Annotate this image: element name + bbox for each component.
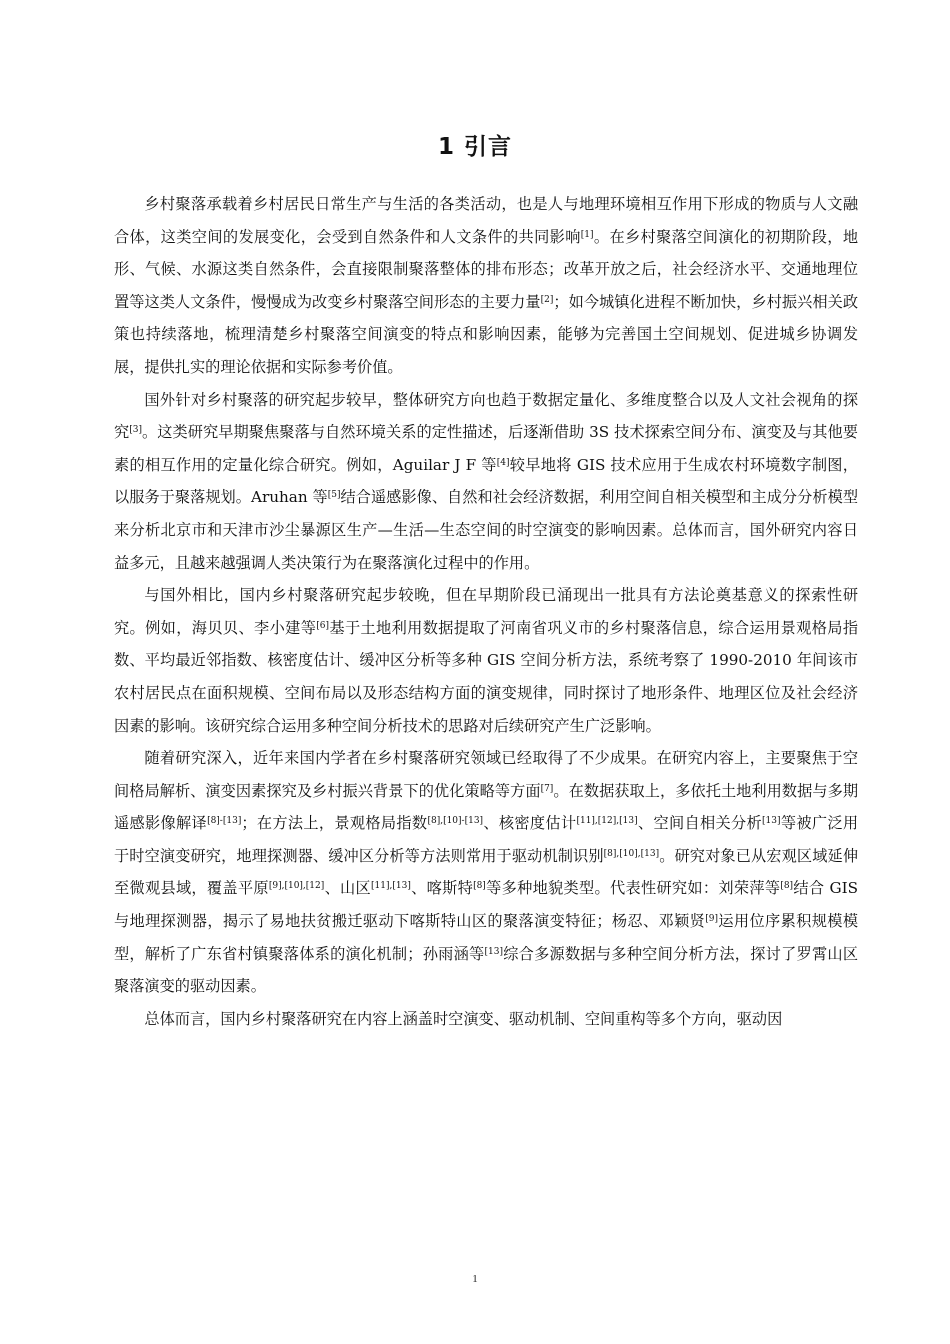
text-run: ；在方法上，景观格局指数	[241, 814, 428, 833]
citation-ref: [7]	[540, 783, 554, 794]
text-run: 、空间自相关分析	[637, 814, 763, 833]
citation-ref: [6]	[316, 620, 330, 631]
citation-ref: [5]	[327, 490, 341, 501]
paragraph	[114, 1003, 858, 1036]
citation-ref: [9],[10],[12]	[268, 881, 325, 892]
citation-ref: [2]	[540, 294, 554, 305]
text-run: 较早地将 GIS 技术应用于生成农村环境数字制图，以服务于聚落规划。Aruhan 等	[114, 455, 858, 507]
text-run: 乡村聚落承载着乡村居民日常生产与生活的各类活动，也是人与地理环境相互作用下形成的物质与人文融合体，这类空间的发展变化，会受到自然条件和人文条件的共同影响	[114, 195, 858, 246]
text-run: 。在数据获取上，多依托土地利用数据与多期遥感影像解译	[114, 781, 858, 833]
citation-ref: [8],[10],[13]	[603, 848, 660, 859]
citation-ref: [13]	[484, 946, 503, 957]
paragraph	[114, 579, 858, 742]
citation-ref: [8]	[473, 881, 486, 892]
text-run: 随着研究深入，近年来国内学者在乡村聚落研究领域已经取得了不少成果。在研究内容上，主要聚焦于空间格局解析、演变因素探究及乡村振兴背景下的优化策略等方面	[114, 749, 858, 800]
citation-ref: [1]	[580, 229, 594, 240]
text-run: 、核密度估计	[483, 814, 577, 833]
citation-ref: [4]	[496, 457, 510, 468]
body-text	[114, 188, 858, 1035]
text-run: 运用位序累积规模模型，解析了广东省村镇聚落体系的演化机制；孙雨涵等	[114, 912, 859, 963]
text-run: 等多种地貌类型。代表性研究如：刘荣萍等	[485, 879, 781, 898]
text-run: 总体而言，国内乡村聚落研究在内容上涵盖时空演变、驱动机制、空间重构等多个方向，驱动因	[144, 1009, 783, 1028]
text-run: ；如今城镇化进程不断加快，乡村振兴相关政策也持续落地，梳理清楚乡村聚落空间演变的特点和影响因素，能够为完善国土空间规划、促进城乡协调发展，提供扎实的理论依据和实际参考价值。	[114, 292, 859, 376]
text-run: 、喀斯特	[410, 879, 474, 898]
text-run: 综合多源数据与多种空间分析方法，探讨了罗霄山区聚落演变的驱动因素。	[114, 944, 859, 996]
text-run: 国外针对乡村聚落的研究起步较早，整体研究方向也趋于数据定量化、多维度整合以及人文社会视角的探究	[114, 390, 858, 442]
citation-ref: [11],[12],[13]	[576, 816, 638, 827]
citation-ref: [8]-[13]	[207, 816, 242, 827]
citation-ref: [8],[10]-[13]	[427, 816, 484, 827]
page-number: 1	[472, 1273, 478, 1285]
text-run: 。研究对象已从宏观区域延伸至微观县域，覆盖平原	[114, 846, 859, 898]
section-title: 1 引言	[437, 134, 512, 160]
citation-ref: [13]	[762, 816, 781, 827]
citation-ref: [11],[13]	[371, 881, 411, 892]
paragraph	[114, 188, 858, 384]
paragraph	[114, 742, 858, 1003]
citation-ref: [8]	[780, 881, 794, 892]
paragraph	[114, 384, 858, 580]
text-run: 等被广泛用于时空演变研究，地理探测器、缓冲区分析等方法则常用于驱动机制识别	[114, 814, 859, 865]
citation-ref: [9]	[705, 914, 718, 925]
text-run: 与国外相比，国内乡村聚落研究起步较晚，但在早期阶段已涌现出一批具有方法论奠基意义的探索性研究。例如，海贝贝、李小建等	[114, 586, 858, 637]
text-run: 。这类研究早期聚焦聚落与自然环境关系的定性描述，后逐渐借助 3S 技术探索空间分布、演变及与其他要素的相互作用的定量化综合研究。例如，Aguilar J F 等	[114, 423, 858, 474]
text-run: 基于土地利用数据提取了河南省巩义市的乡村聚落信息，综合运用景观格局指数、平均最近邻指数、核密度估计、缓冲区分析等多种 GIS 空间分析方法，系统考察了 1990-2010 年间该市农村居民点在面积规模、空间布局以及形态结构方面的演变规律，同时探讨了地形条件、地理区位及社会经济因素的影响。该研究综合运用多种空间分析技术的思路对后续研究产生广泛影响。	[114, 618, 859, 735]
text-run: 。在乡村聚落空间演化的初期阶段，地形、气候、水源这类自然条件，会直接限制聚落整体的排布形态；改革开放之后，社会经济水平、交通地理位置等这类人文条件，慢慢成为改变乡村聚落空间形态的主要力量	[114, 227, 859, 311]
text-run: 结合遥感影像、自然和社会经济数据，利用空间自相关模型和主成分分析模型来分析北京市和天津市沙尘暴源区生产—生活—生态空间的时空演变的影响因素。总体而言，国外研究内容日益多元，且越来越强调人类决策行为在聚落演化过程中的作用。	[114, 488, 859, 572]
text-run: 、山区	[324, 879, 372, 898]
text-run: 结合 GIS 与地理探测器，揭示了易地扶贫搬迁驱动下喀斯特山区的聚落演变特征；杨忍、邓颖贤	[114, 879, 858, 931]
citation-ref: [3]	[129, 425, 142, 436]
